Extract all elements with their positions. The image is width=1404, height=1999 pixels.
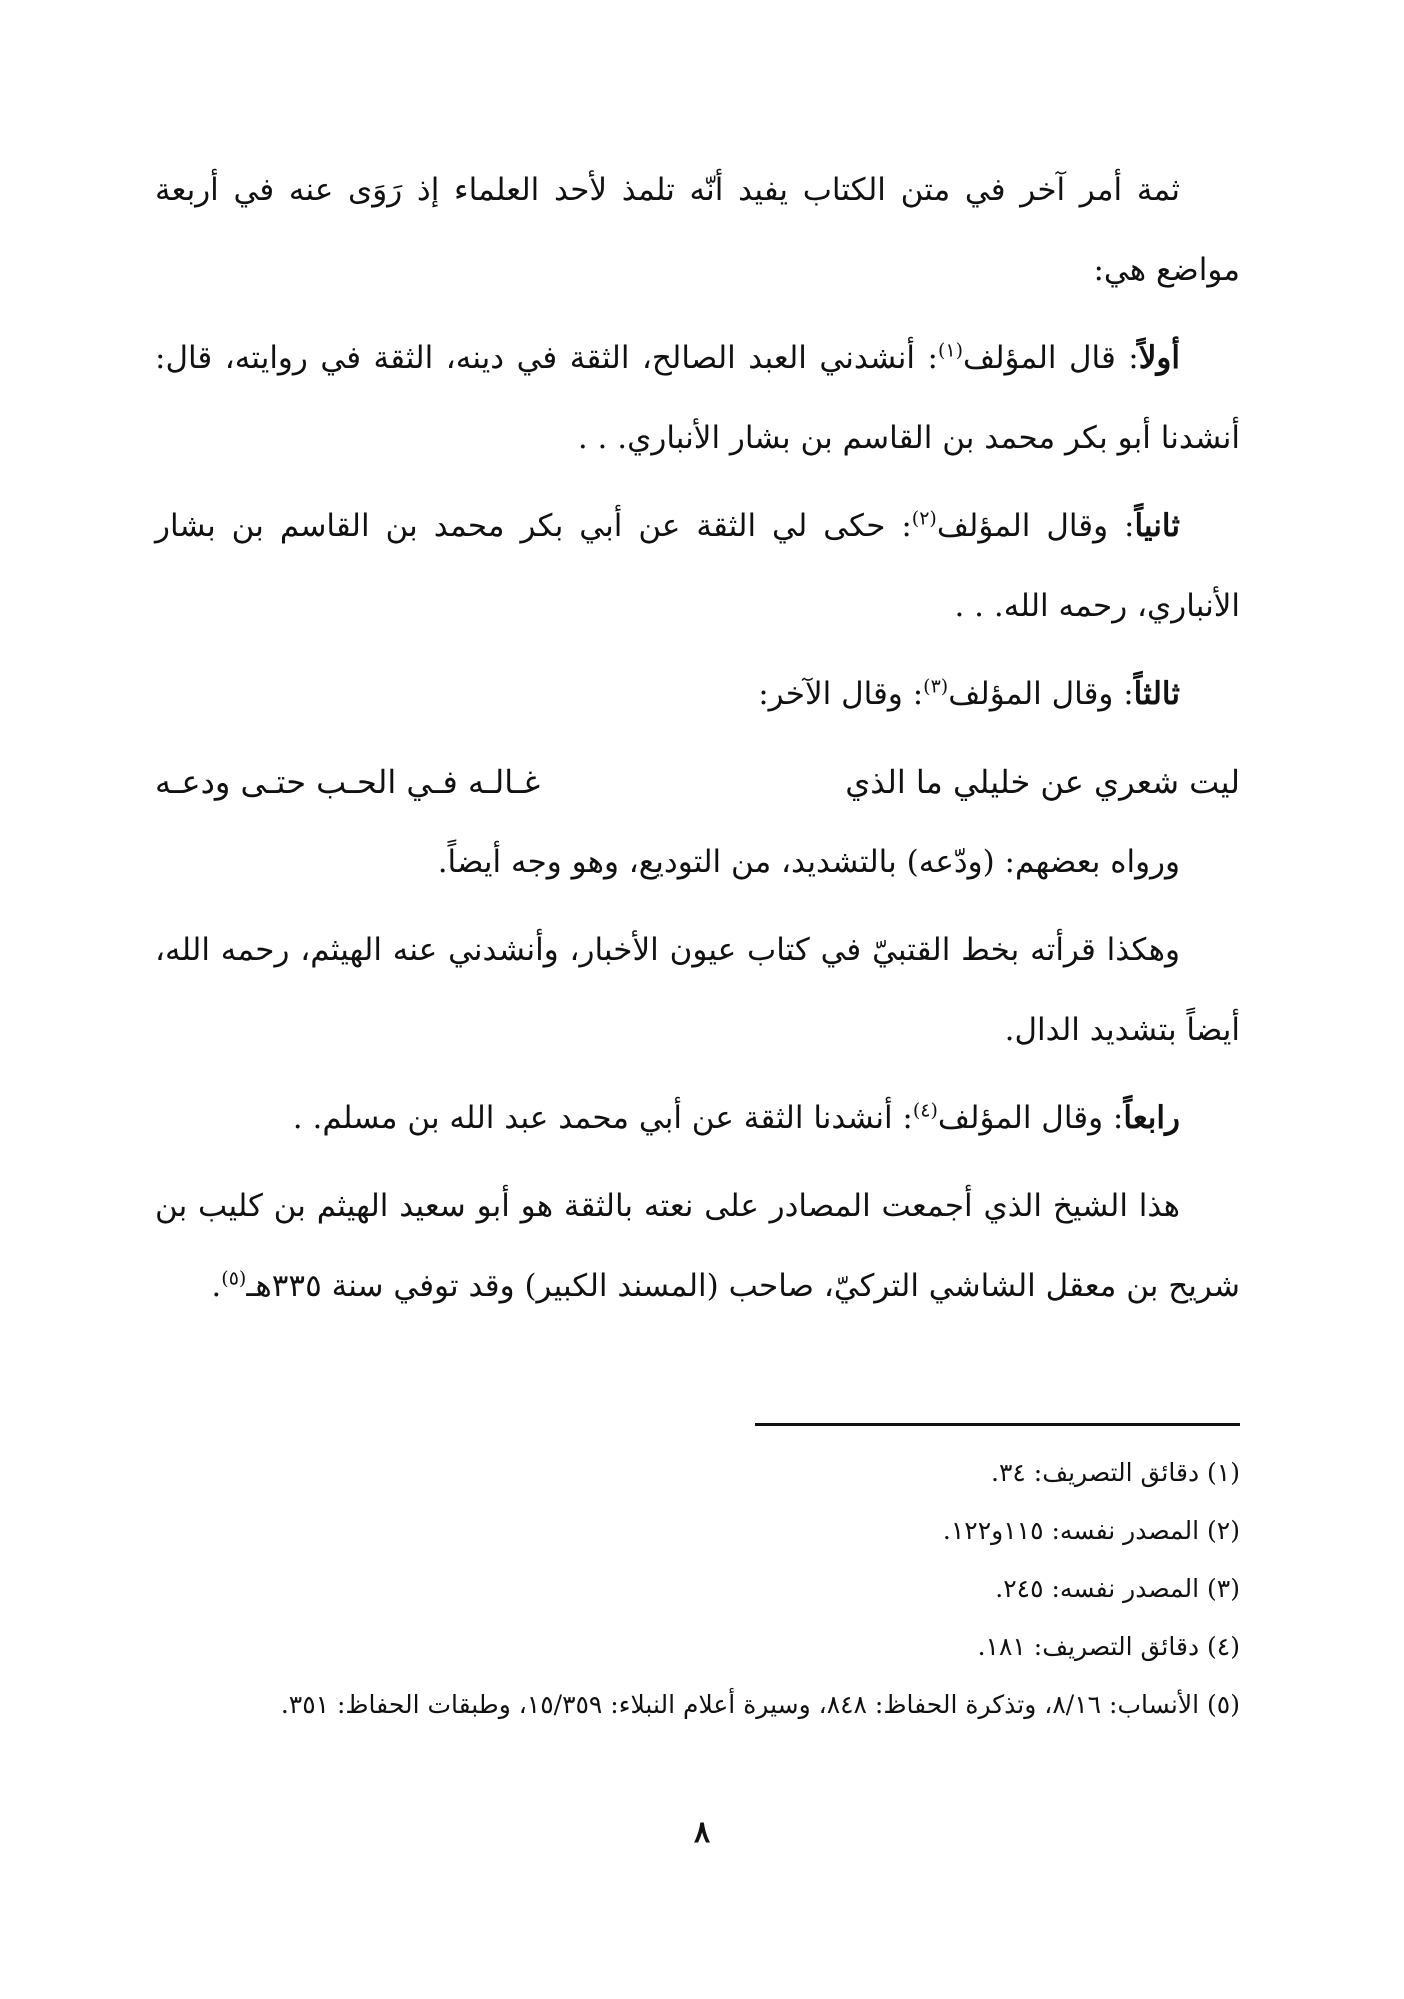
verse-second-hemistich: غـالـه فـي الحـب حتـى ودعـه [155,763,541,801]
main-text [155,150,1240,1334]
footnote-text: المصدر نفسه: ١١٥و١٢٢. [942,1516,1200,1545]
narration-paragraph [155,822,1240,902]
second-prefix: : وقال المؤلف [936,508,1135,544]
third-rest: : وقال الآخر: [758,676,924,712]
footnote-ref-2: (٢) [911,507,937,530]
footnote-number: (٢) [1207,1516,1240,1545]
footnote-number: (٤) [1207,1632,1240,1661]
third-lead: ثالثاً [1133,676,1180,712]
first-prefix: : قال المؤلف [963,340,1139,376]
sheikh-end: . [211,1268,222,1304]
third-citation-paragraph [155,654,1240,734]
fourth-rest: : أنشدنا الثقة عن أبي محمد عبد الله بن مسلم. . [292,1100,913,1136]
third-prefix: : وقال المؤلف [948,676,1134,712]
footnote-ref-3: (٣) [923,675,949,698]
footnote-text: دقائق التصريف: ٣٤. [991,1458,1200,1487]
intro-paragraph [155,150,1240,310]
footnote-text: الأنساب: ٨/١٦، وتذكرة الحفاظ: ٨٤٨، وسيرة أعلام النبلاء: ١٥/٣٥٩، وطبقات الحفاظ: ٣٥١. [280,1690,1200,1719]
fourth-lead: رابعاً [1123,1100,1180,1136]
first-rest: : أنشدني العبد الصالح، الثقة في دينه، الثقة في روايته، قال: أنشدنا أبو بكر محمد بن القاسم بن بشار الأنباري. . . [155,340,1240,456]
footnote-number: (٣) [1207,1574,1240,1603]
second-citation-paragraph [155,486,1240,646]
footnote-divider [755,1423,1240,1426]
poetry-verse [155,742,1240,822]
intro-text: ثمة أمر آخر في متن الكتاب يفيد أنّه تلمذ لأحد العلماء إذ رَوَى عنه في أربعة مواضع هي: [155,172,1240,288]
footnote-number: (١) [1207,1458,1240,1487]
sheikh-text: هذا الشيخ الذي أجمعت المصادر على نعته بالثقة هو أبو سعيد الهيثم بن كليب بن شريح بن معقل الشاشي التركيّ، صاحب (المسند الكبير) وقد توفي سنة ٣٣٥هـ [155,1188,1240,1304]
footnote-ref-5: (٥) [221,1267,247,1290]
footnote-item [155,1502,1240,1560]
footnote-number: (٥) [1207,1690,1240,1719]
narration-text: ورواه بعضهم: (ودّعه) بالتشديد، من التوديع، وهو وجه أيضاً. [437,844,1180,880]
first-lead: أولاً [1138,340,1180,376]
first-citation-paragraph [155,318,1240,478]
footnote-text: دقائق التصريف: ١٨١. [977,1632,1200,1661]
footnotes [155,1444,1240,1734]
footnote-item [155,1444,1240,1502]
footnote-item [155,1560,1240,1618]
verse-first-hemistich: ليت شعري عن خليلي ما الذي [845,763,1240,801]
footnote-ref-4: (٤) [912,1099,938,1122]
sheikh-paragraph [155,1166,1240,1326]
footnote-ref-1: (١) [937,339,963,362]
footnote-item [155,1618,1240,1676]
qutbi-text: وهكذا قرأته بخط القتبيّ في كتاب عيون الأخبار، وأنشدني عنه الهيثم، رحمه الله، أيضاً بتشديد الدال. [155,932,1240,1048]
footnote-item [155,1676,1240,1734]
fourth-prefix: : وقال المؤلف [937,1100,1124,1136]
qutbi-paragraph [155,910,1240,1070]
second-lead: ثانياً [1134,508,1180,544]
fourth-citation-paragraph [155,1078,1240,1158]
page-number: ٨ [693,1815,711,1850]
second-rest: : حكى لي الثقة عن أبي بكر محمد بن القاسم بن بشار الأنباري، رحمه الله. . . [155,508,1240,624]
footnote-text: المصدر نفسه: ٢٤٥. [995,1574,1200,1603]
